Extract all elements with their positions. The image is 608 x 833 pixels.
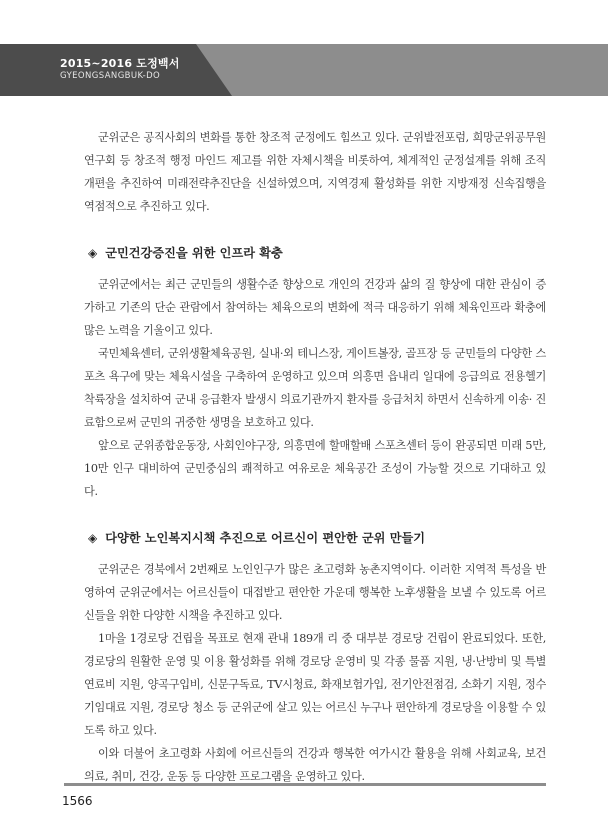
- diamond-bullet-icon: ◈: [88, 530, 98, 545]
- section-heading-health-infra: [84, 244, 546, 261]
- page-body: [84, 126, 546, 788]
- footer-rule: [64, 783, 546, 786]
- body-paragraph: 앞으로 군위종합운동장, 사회인야구장, 의흥면에 할매할배 스포츠센터 등이 완공되면 미래 5만, 10만 인구 대비하여 군민중심의 쾌적하고 여유로운 체육공간 조성이 가능할 것으로 기대하고 있다.: [84, 439, 546, 498]
- body-paragraph: 군위군은 경북에서 2번째로 노인인구가 많은 초고령화 농촌지역이다. 이러한 지역적 특성을 반영하여 군위군에서는 어르신들이 대접받고 편안한 가운데 행복한 노후생활을 보낼 수 있도록 어르신들을 위한 다양한 시책을 추진하고 있다.: [84, 563, 546, 622]
- running-header-subtitle: GYEONGSANGBUK-DO: [60, 71, 161, 81]
- page-number: 1566: [62, 794, 93, 808]
- body-paragraph: 이와 더불어 초고령화 사회에 어르신들의 건강과 행복한 여가시간 활용을 위해 사회교육, 보건의료, 취미, 건강, 운동 등 다양한 프로그램을 운영하고 있다.: [84, 747, 546, 783]
- section-heading-elderly-welfare: [84, 529, 546, 546]
- section-title: 다양한 노인복지시책 추진으로 어르신이 편안한 군위 만들기: [105, 531, 426, 545]
- section-title: 군민건강증진을 위한 인프라 확충: [105, 246, 283, 260]
- diamond-bullet-icon: ◈: [88, 245, 98, 260]
- running-header-title: 2015~2016 도정백서: [60, 57, 180, 70]
- body-paragraph: 국민체육센터, 군위생활체육공원, 실내·외 테니스장, 게이트볼장, 골프장 등 군민들의 다양한 스포츠 욕구에 맞는 체육시설을 구축하여 운영하고 있으며 의흥면 읍내리 일대에 응급의료 전용헬기 착륙장을 설치하여 군내 응급환자 발생시 의료기관까지 환자를 응급처치 하면서 신속하게 이송· 진료함으로써 군민의 귀중한 생명을 보호하고 있다.: [84, 347, 546, 429]
- body-paragraph: 1마을 1경로당 건립을 목표로 현재 관내 189개 리 중 대부분 경로당 건립이 완료되었다. 또한, 경로당의 원활한 운영 및 이용 활성화를 위해 경로당 운영비 및 각종 물품 지원, 냉·난방비 및 특별연료비 지원, 양곡구입비, 신문구독료, TV시청료, 화재보험가입, 전기안전점검, 소화기 지원, 정수기임대료 지원, 경로당 청소 등 군위군에 살고 있는 어르신 누구나 편안하게 경로당을 이용할 수 있도록 하고 있다.: [84, 632, 546, 737]
- intro-paragraph: 군위군은 공직사회의 변화를 통한 창조적 군정에도 힘쓰고 있다. 군위발전포럼, 희망군위공무원연구회 등 창조적 행정 마인드 제고를 위한 자체시책을 비롯하여, 체계적인 군정설계를 위해 조직개편을 추진하여 미래전략추진단을 신설하였으며, 지역경제 활성화를 위한 지방재정 신속집행을 역점적으로 추진하고 있다.: [84, 131, 546, 213]
- body-paragraph: 군위군에서는 최근 군민들의 생활수준 향상으로 개인의 건강과 삶의 질 향상에 대한 관심이 증가하고 기존의 단순 관람에서 참여하는 체육으로의 변화에 적극 대응하기 위해 체육인프라 확충에 많은 노력을 기울이고 있다.: [84, 278, 546, 337]
